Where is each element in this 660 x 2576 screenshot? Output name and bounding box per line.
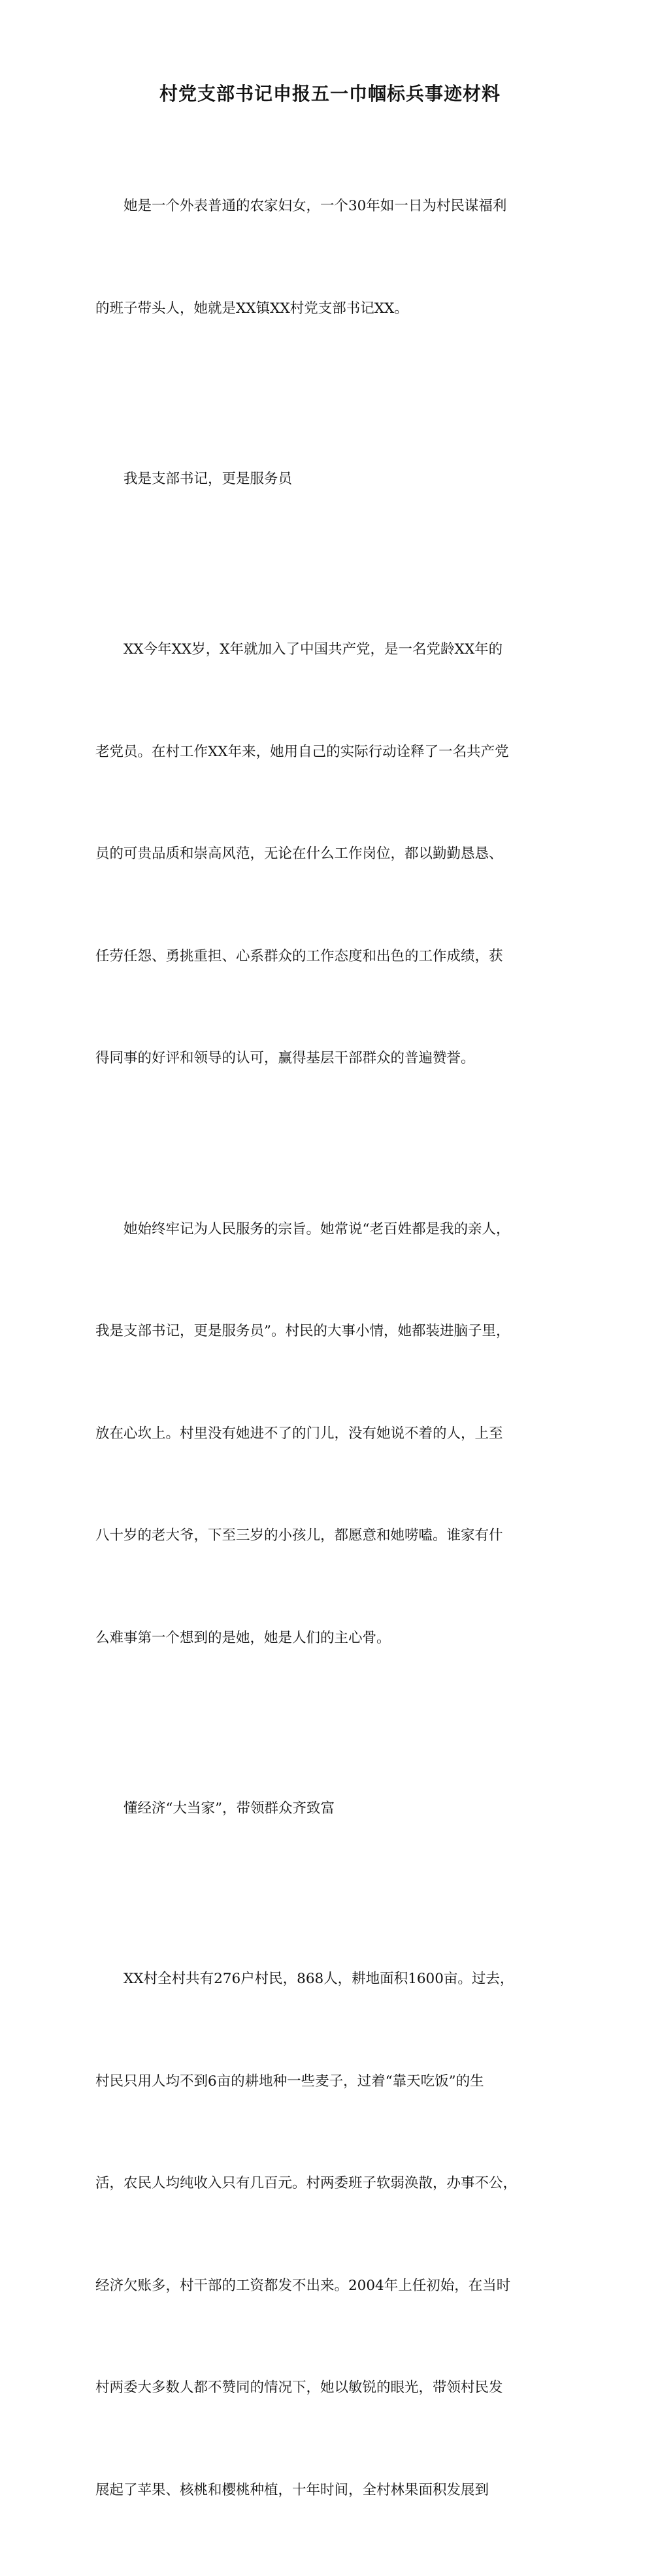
- text-line: XX今年XX岁，X年就加入了中国共产党，是一名党龄XX年的: [124, 641, 503, 658]
- text-line: 村民只用人均不到6亩的耕地种一些麦子，过着“靠天吃饭”的生: [95, 2073, 484, 2090]
- document-body: [95, 121, 545, 2576]
- text-line: 得同事的好评和领导的认可，赢得基层干部群众的普遍赞誉。: [95, 1050, 475, 1067]
- document-title: 村党支部书记申报五一巾帼标兵事迹材料: [159, 83, 501, 104]
- text-line: 么难事第一个想到的是她，她是人们的主心骨。: [95, 1629, 391, 1646]
- body-paragraph: [95, 121, 545, 394]
- text-line: 她是一个外表普通的农家妇女，一个30年如一日为村民谋福利: [124, 198, 507, 215]
- section-heading: [95, 394, 545, 565]
- text-line: 八十岁的老大爷，下至三岁的小孩儿，都愿意和她唠嗑。谁家有什: [95, 1527, 503, 1544]
- text-line: 展起了苹果、核桃和樱桃种植，十年时间，全村林果面积发展到: [95, 2482, 489, 2499]
- text-line: 老党员。在村工作XX年来，她用自己的实际行动诠释了一名共产党: [95, 743, 509, 760]
- text-line: 懂经济“大当家”，带领群众齐致富: [124, 1800, 335, 1817]
- text-line: 我是支部书记，更是服务员”。村民的大事小情，她都装进脑子里，: [95, 1323, 510, 1340]
- text-line: 我是支部书记，更是服务员: [124, 471, 293, 488]
- text-line: 她始终牢记为人民服务的宗旨。她常说“老百姓都是我的亲人，: [124, 1220, 510, 1237]
- text-line: XX村全村共有276户村民，868人，耕地面积1600亩。过去，: [124, 1970, 514, 1987]
- body-paragraph: [95, 1144, 545, 1723]
- text-line: 放在心坎上。村里没有她进不了的门儿，没有她说不着的人，上至: [95, 1425, 503, 1442]
- text-line: 经济欠账多，村干部的工资都发不出来。2004年上任初始，在当时: [95, 2277, 511, 2294]
- body-paragraph: [95, 565, 545, 1144]
- text-line: 员的可贵品质和崇高风范，无论在什么工作岗位，都以勤勤恳恳、: [95, 846, 503, 863]
- text-line: 的班子带头人，她就是XX镇XX村党支部书记XX。: [95, 300, 408, 317]
- body-paragraph: [95, 1894, 545, 2576]
- text-line: 活，农民人均纯收入只有几百元。村两委班子软弱涣散，办事不公，: [95, 2175, 518, 2192]
- text-line: 任劳任怨、勇挑重担、心系群众的工作态度和出色的工作成绩，获: [95, 947, 503, 964]
- text-line: 村两委大多数人都不赞同的情况下，她以敏锐的眼光，带领村民发: [95, 2379, 503, 2396]
- section-heading: [95, 1724, 545, 1894]
